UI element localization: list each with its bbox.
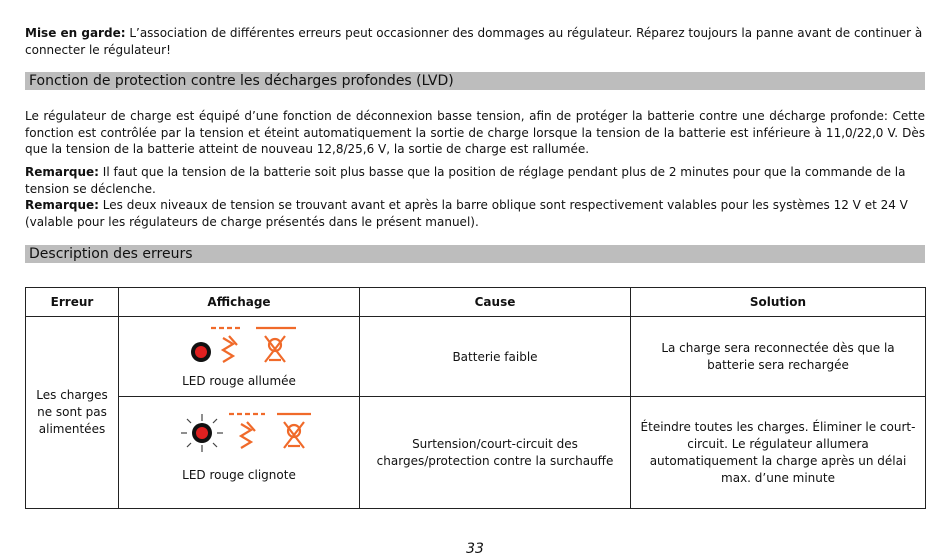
errors-section-heading: Description des erreurs xyxy=(25,245,925,263)
display-cell xyxy=(119,397,360,509)
remark-text-2: Les deux niveaux de tension se trouvant avant et après la barre oblique sont respectivement valables pour les systèmes 12 V et 24 V (valable pour les régulateurs de charge présentés dans le présent manuel). xyxy=(25,198,908,229)
error-table xyxy=(25,287,926,509)
warning-label: Mise en garde: xyxy=(25,26,126,40)
warning-paragraph xyxy=(25,25,925,58)
column-header-cause: Cause xyxy=(360,288,631,317)
table-header-row xyxy=(26,288,926,317)
remark-text-1: Il faut que la tension de la batterie soit plus basse que la position de réglage pendant plus de 2 minutes pour que la commande de la tension se déclenche. xyxy=(25,165,906,196)
red-led-icon xyxy=(191,342,211,362)
display-cell xyxy=(119,317,360,397)
cause-cell: Batterie faible xyxy=(360,317,631,397)
error-cell: Les charges ne sont pas alimentées xyxy=(26,317,119,509)
load-off-icon xyxy=(277,414,311,448)
column-header-solution: Solution xyxy=(631,288,926,317)
remark-paragraph-2 xyxy=(25,197,925,230)
display-label: LED rouge allumée xyxy=(182,374,296,388)
battery-low-icon xyxy=(211,328,243,362)
column-header-affichage: Affichage xyxy=(119,288,360,317)
remark-label-1: Remarque: xyxy=(25,165,99,179)
battery-low-icon xyxy=(229,414,265,448)
display-label: LED rouge clignote xyxy=(182,468,296,482)
load-off-icon xyxy=(256,328,296,362)
page-number: 33 xyxy=(466,541,484,557)
lvd-body-text: Le régulateur de charge est équipé d’une fonction de déconnexion basse tension, afin de protéger la batterie contre une décharge profonde: Cette fonction est contrôlée par la tension et éteint automatiquement la sortie de charge lorsque la tension de la batterie est inférieure à 11,0/22,0 V. Dès que la tension de la batterie atteint de nouveau 12,8/25,6 V, la sortie de charge est rallumée. xyxy=(25,109,925,156)
cause-cell: Surtension/court-circuit des charges/protection contre la surchauffe xyxy=(360,397,631,509)
warning-text: L’association de différentes erreurs peut occasionner des dommages au régulateur. Réparez toujours la panne avant de continuer à connecter le régulateur! xyxy=(25,26,923,57)
table-row xyxy=(26,397,926,509)
solution-cell: Éteindre toutes les charges. Éliminer le court-circuit. Le régulateur allumera automatiquement la charge après un délai max. d’une minute xyxy=(631,397,926,509)
display-icons xyxy=(119,325,359,365)
remark-label-2: Remarque: xyxy=(25,198,99,212)
lvd-section-heading: Fonction de protection contre les décharges profondes (LVD) xyxy=(25,72,925,90)
column-header-erreur: Erreur xyxy=(26,288,119,317)
display-icons xyxy=(119,411,359,455)
remark-paragraph-1 xyxy=(25,164,925,197)
solution-cell: La charge sera reconnectée dès que la batterie sera rechargée xyxy=(631,317,926,397)
blinking-led-icon xyxy=(181,414,223,452)
table-row xyxy=(26,317,926,397)
